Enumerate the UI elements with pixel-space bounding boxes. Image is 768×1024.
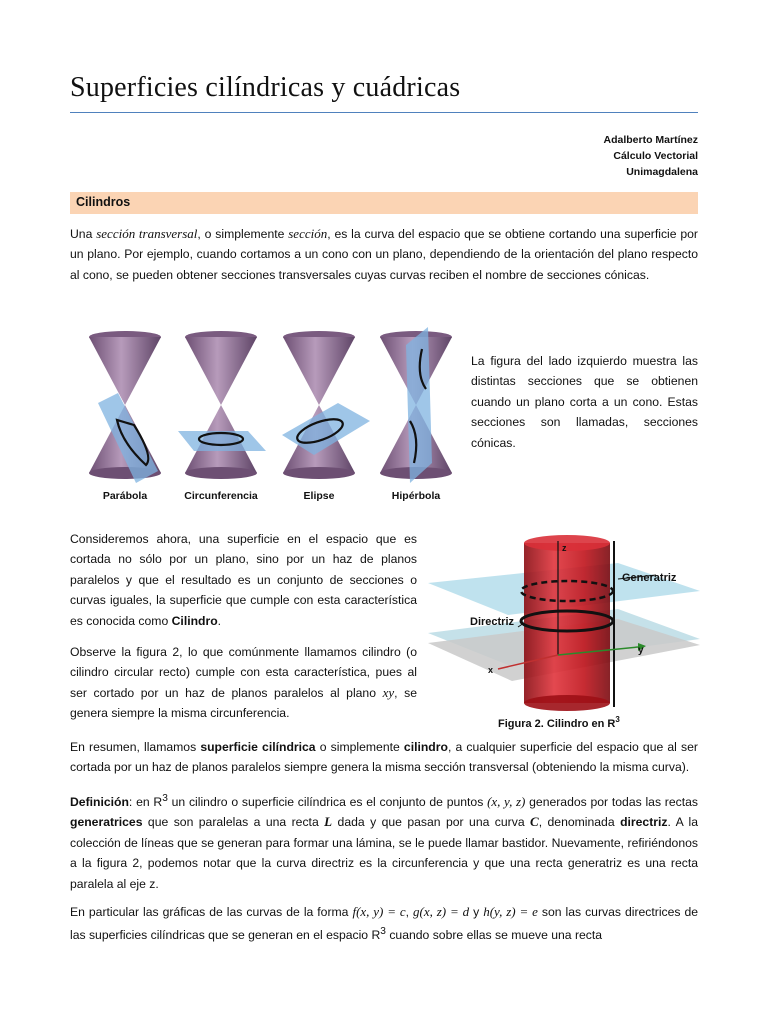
author-course: Cálculo Vectorial — [613, 150, 698, 162]
text-run: y — [469, 905, 484, 919]
caption-text: Figura 2. Cilindro en R — [498, 718, 616, 730]
paragraph-intro — [70, 224, 698, 285]
math-xy: xy — [382, 684, 395, 700]
emphasis-seccion-transversal: sección transversal — [96, 226, 198, 241]
cylinder-body — [524, 543, 610, 703]
cylinder-figure — [428, 535, 700, 733]
text-run: En resumen, llamamos — [70, 740, 201, 754]
bold-directriz: directriz — [620, 815, 668, 830]
paragraph-cilindro — [70, 529, 417, 631]
text-run: Una — [70, 227, 97, 241]
bold-italic-L: L — [324, 814, 333, 830]
bold-cilindro-2: cilindro — [403, 740, 448, 754]
author-block — [603, 132, 698, 180]
math-xyz: (x, y, z) — [487, 794, 526, 810]
text-run: generados por todas las rectas — [525, 795, 698, 810]
text-run: . A la colección de líneas que se generan para formar una lámina, se le puede llamar bastidor. Nuevamente, refiriéndonos a la figura 2, podemos notar que la curva directriz es la circunferencia y que una recta generatriz es una recta paralela al eje z. — [70, 815, 698, 891]
bold-cilindro: Cilindro — [171, 613, 218, 628]
label-axis-y: y — [638, 645, 644, 656]
text-run: , se genera siempre la misma circunferencia. — [70, 685, 417, 721]
cone-hiperbola — [380, 327, 452, 483]
text-run: En particular las gráficas de las curvas de la forma — [70, 905, 353, 919]
label-axis-x: x — [488, 665, 494, 675]
label-generatriz: Generatriz — [622, 572, 677, 584]
text-run: son las curvas directrices de las superficies cilíndricas que se generan en el espacio R — [70, 905, 699, 943]
text-run: : en R — [128, 795, 163, 810]
section-heading: Cilindros — [76, 195, 131, 209]
conic-sections-figure — [70, 325, 455, 505]
math-g: g(x, z) = d — [413, 904, 470, 919]
cone-parabola — [89, 331, 161, 483]
math-h: h(y, z) = e — [483, 904, 538, 919]
superscript: 3 — [380, 926, 386, 938]
paragraph-definicion — [70, 789, 698, 894]
label-directriz: Directriz — [470, 616, 515, 628]
text-run: . — [217, 613, 222, 628]
bold-definicion: Definición — [70, 795, 129, 810]
text-run: cuando sobre ellas se mueve una recta — [385, 928, 603, 943]
text-run: un cilindro o superficie cilíndrica es el conjunto de puntos — [167, 795, 488, 810]
text-run: Observe la figura 2, lo que comúnmente llamamos cilindro (o cilindro circular recto) cumple con esta característica, pues al ser cortado por un haz de planos paralelos al plano — [70, 645, 417, 700]
text-run: Consideremos ahora, una superficie en el espacio que es cortada no sólo por un plano, sino por un haz de planos paralelos y que el resultado es un conjunto de secciones o curvas iguales, la superficie que cumple con esta característica es conocida como — [70, 532, 417, 628]
bold-italic-C: C — [530, 814, 539, 830]
math-f: f(x, y) = c — [352, 904, 406, 919]
label-axis-z: z — [562, 543, 567, 553]
cone-circunferencia — [178, 331, 266, 479]
text-run: , — [405, 905, 414, 919]
label-circunferencia: Circunferencia — [184, 490, 258, 502]
paragraph-particular — [70, 902, 698, 946]
author-name: Adalberto Martínez — [603, 134, 698, 146]
text-run: , o simplemente — [197, 227, 289, 241]
figure2-caption — [498, 715, 620, 730]
paragraph-figura2 — [70, 642, 417, 724]
text-run: , es la curva del espacio que se obtiene cortando una superficie por un plano. Por ejemplo, cuando cortamos a un cono con un plano, dependiendo de la orientación del plano respecto al cono, se pueden obtener secciones transversales cuyas curvas reciben el nombre de secciones cónicas. — [70, 227, 698, 282]
page-title: Superficies cilíndricas y cuádricas — [70, 72, 461, 103]
title-rule — [70, 112, 698, 113]
text-run: o simplemente — [315, 740, 404, 754]
text-run: dada y que pasan por una curva — [332, 815, 531, 830]
bold-superficie-cilindrica: superficie cilíndrica — [200, 740, 316, 754]
text-run: , a cualquier superficie del espacio que al ser cortada por un haz de planos paralelos siempre genera la misma sección transversal (obteniendo la misma curva). — [70, 740, 698, 775]
superscript: 3 — [162, 793, 168, 804]
label-hiperbola: Hipérbola — [391, 490, 441, 502]
side-text: La figura del lado izquierdo muestra las distintas secciones que se obtienen cuando un plano corta a un cono. Estas secciones son llamadas, secciones cónicas. — [471, 354, 698, 450]
cone-elipse — [282, 331, 370, 479]
text-run: , denominada — [538, 815, 621, 830]
bold-generatrices: generatrices — [70, 815, 143, 830]
emphasis-seccion: sección — [288, 226, 328, 241]
label-parabola: Parábola — [102, 490, 148, 502]
paragraph-resumen — [70, 737, 698, 778]
text-run: que son paralelas a una recta — [142, 815, 325, 830]
caption-superscript: 3 — [615, 715, 620, 724]
label-elipse: Elipse — [303, 490, 335, 502]
author-institution: Unimagdalena — [626, 166, 698, 178]
section-heading-bar — [70, 192, 698, 214]
